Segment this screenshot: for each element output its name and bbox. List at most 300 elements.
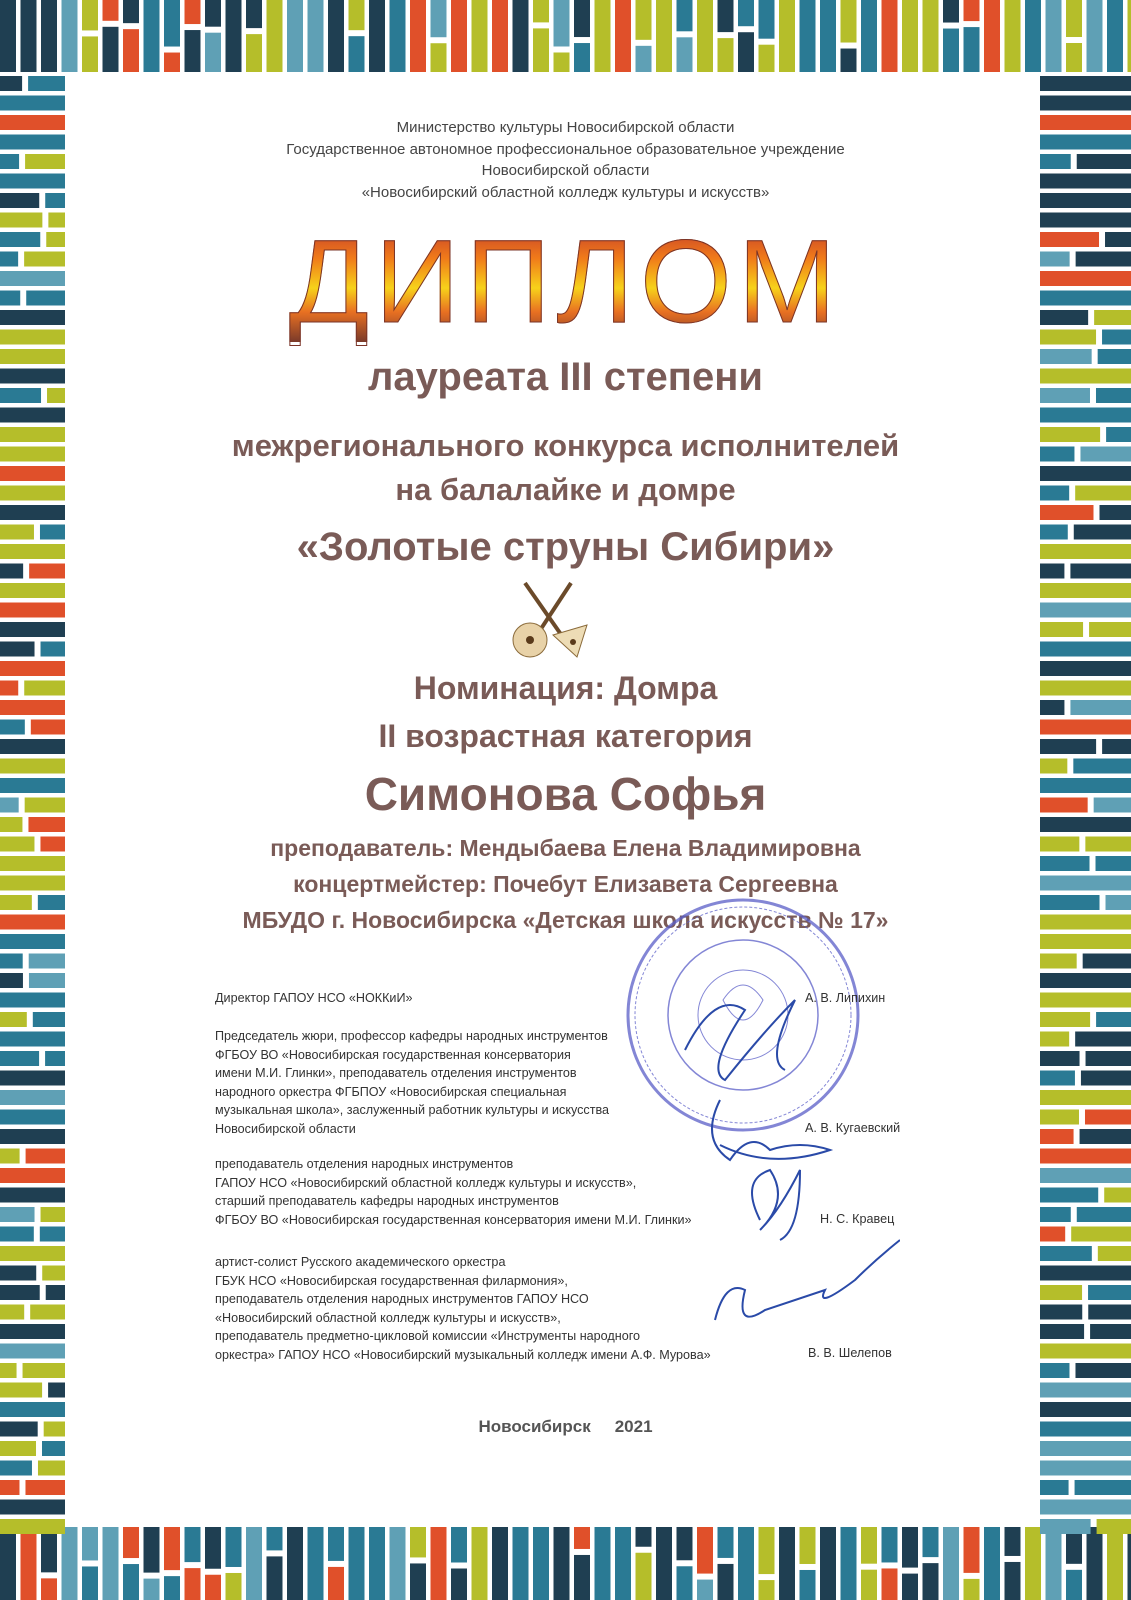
border-tile bbox=[1040, 1402, 1131, 1417]
border-tile bbox=[1107, 0, 1123, 72]
border-tile bbox=[841, 0, 857, 43]
border-tile bbox=[48, 1383, 65, 1398]
border-tile bbox=[123, 1564, 139, 1600]
border-tile bbox=[0, 1402, 65, 1417]
border-tile bbox=[0, 1188, 65, 1203]
border-tile bbox=[0, 973, 23, 988]
border-tile bbox=[267, 1527, 283, 1550]
signatory-name: А. В. Липихин bbox=[805, 991, 886, 1005]
border-tile bbox=[1077, 1207, 1131, 1222]
border-tile bbox=[0, 1071, 65, 1086]
border-tile bbox=[431, 0, 447, 37]
age-category: II возрастная категория bbox=[378, 718, 753, 754]
border-tile bbox=[1040, 1071, 1075, 1086]
border-tile bbox=[1040, 954, 1077, 969]
border-tile bbox=[964, 27, 980, 72]
border-tile bbox=[738, 32, 754, 72]
border-tile bbox=[574, 1555, 590, 1600]
border-tile bbox=[205, 1575, 221, 1600]
border-tile bbox=[390, 0, 406, 72]
border-tile bbox=[533, 1527, 549, 1600]
border-tile bbox=[0, 1149, 20, 1164]
border-tile bbox=[1089, 622, 1131, 637]
border-tile bbox=[82, 1566, 98, 1600]
border-tile bbox=[718, 1564, 734, 1600]
border-tile bbox=[23, 1363, 65, 1378]
border-tile bbox=[902, 0, 918, 72]
border-tile bbox=[1083, 954, 1131, 969]
border-tile bbox=[841, 1527, 857, 1600]
border-tile bbox=[246, 34, 262, 72]
signatory-title: ГАПОУ НСО «Новосибирский областной колледж культуры и искусств», bbox=[215, 1175, 637, 1190]
border-tile bbox=[615, 1527, 631, 1600]
border-tile bbox=[533, 0, 549, 22]
signatory-title: артист-солист Русского академического оркестра bbox=[215, 1255, 506, 1269]
border-tile bbox=[964, 1579, 980, 1600]
border-tile bbox=[1075, 1363, 1131, 1378]
issuer-header bbox=[0, 117, 1131, 203]
border-tile bbox=[82, 1527, 98, 1560]
border-tile bbox=[144, 0, 160, 72]
border-tile bbox=[33, 1012, 65, 1027]
border-tile bbox=[718, 38, 734, 72]
border-tile bbox=[1040, 934, 1131, 949]
border-tile bbox=[759, 1527, 775, 1574]
border-tile bbox=[1040, 973, 1131, 988]
border-tile bbox=[1040, 1207, 1071, 1222]
border-tile bbox=[923, 0, 939, 72]
border-tile bbox=[902, 1574, 918, 1600]
border-tile bbox=[0, 622, 65, 637]
border-tile bbox=[0, 76, 22, 91]
contest-name: «Золотые струны Сибири» bbox=[296, 525, 835, 569]
border-tile bbox=[882, 1568, 898, 1600]
border-tile bbox=[513, 0, 529, 72]
border-tile bbox=[861, 1570, 877, 1600]
border-tile bbox=[492, 0, 508, 72]
border-tile bbox=[0, 1383, 42, 1398]
border-tile bbox=[1040, 1480, 1069, 1495]
border-tile bbox=[62, 1527, 78, 1600]
signatory-title: преподаватель отделения народных инструментов bbox=[215, 1157, 514, 1171]
signatory-2 bbox=[215, 1027, 609, 1138]
border-tile bbox=[1040, 1032, 1069, 1047]
border-tile bbox=[636, 46, 652, 72]
border-tile bbox=[1040, 642, 1131, 657]
degree: лауреата III степени bbox=[368, 355, 763, 399]
signatory-title: ФГБОУ ВО «Новосибирская государственная консерватория имени М.И. Глинки» bbox=[215, 1212, 692, 1227]
border-tile bbox=[30, 1305, 65, 1320]
border-tile bbox=[0, 993, 65, 1008]
border-tile bbox=[267, 0, 283, 72]
border-tile bbox=[1040, 1305, 1082, 1320]
laureate-name: Симонова Софья bbox=[364, 768, 767, 820]
border-tile bbox=[759, 1580, 775, 1600]
border-tile bbox=[0, 1500, 65, 1515]
border-tile bbox=[1107, 1527, 1123, 1600]
border-tile bbox=[0, 408, 65, 423]
border-tile bbox=[349, 36, 365, 72]
signatory-name: Н. С. Кравец bbox=[820, 1212, 895, 1226]
balalaika-domra-icon bbox=[505, 575, 595, 665]
accompanist: концертмейстер: Почебут Елизавета Сергеевна bbox=[293, 871, 838, 897]
border-tile bbox=[1066, 43, 1082, 72]
border-tile bbox=[1040, 1129, 1074, 1144]
border-tile bbox=[46, 1285, 65, 1300]
border-tile bbox=[82, 36, 98, 72]
border-tile bbox=[0, 1090, 65, 1105]
border-tile bbox=[246, 1527, 262, 1600]
header-line: «Новосибирский областной колледж культуры и искусств» bbox=[361, 183, 770, 201]
border-tile bbox=[677, 37, 693, 72]
border-tile bbox=[41, 1578, 57, 1600]
signatory-title: «Новосибирский областной колледж культуры и искусств», bbox=[215, 1310, 561, 1325]
border-tile bbox=[472, 0, 488, 72]
border-tile bbox=[38, 1461, 65, 1476]
diploma-title: ДИПЛОМ bbox=[0, 222, 1131, 342]
border-tile bbox=[144, 1579, 160, 1600]
border-tile bbox=[1075, 1032, 1131, 1047]
border-tile bbox=[226, 1573, 242, 1600]
border-tile bbox=[0, 934, 65, 949]
border-tile bbox=[164, 0, 180, 47]
border-tile bbox=[185, 30, 201, 72]
border-tile bbox=[656, 1527, 672, 1600]
border-tile bbox=[1040, 1383, 1131, 1398]
border-tile bbox=[369, 1527, 385, 1600]
signatory-title: Новосибирской области bbox=[215, 1121, 356, 1136]
border-tile bbox=[0, 1461, 32, 1476]
border-tile bbox=[677, 1566, 693, 1600]
border-tile bbox=[1005, 1527, 1021, 1556]
border-tile bbox=[0, 603, 65, 618]
border-tile bbox=[451, 0, 467, 72]
border-tile bbox=[103, 0, 119, 21]
border-tile bbox=[697, 1527, 713, 1574]
signatory-name: А. В. Кугаевский bbox=[805, 1121, 901, 1135]
border-tile bbox=[410, 1527, 426, 1557]
border-tile bbox=[349, 0, 365, 30]
border-tile bbox=[0, 1246, 65, 1261]
border-tile bbox=[0, 1527, 16, 1600]
signatory-title: Директор ГАПОУ НСО «НОККиИ» bbox=[215, 991, 413, 1005]
border-tile bbox=[0, 642, 35, 657]
signatory-3 bbox=[215, 1155, 692, 1229]
border-tile bbox=[1025, 0, 1041, 72]
border-tile bbox=[185, 0, 201, 24]
border-tile bbox=[226, 1527, 242, 1567]
border-tile bbox=[287, 0, 303, 72]
school: МБУДО г. Новосибирска «Детская школа искусств № 17» bbox=[242, 907, 889, 933]
border-tile bbox=[308, 0, 324, 72]
border-tile bbox=[0, 1305, 24, 1320]
signatory-title: имени М.И. Глинки», преподаватель отделения инструментов bbox=[215, 1066, 577, 1080]
border-tile bbox=[267, 1556, 283, 1600]
border-tile bbox=[103, 1527, 119, 1600]
border-tile bbox=[902, 1527, 918, 1568]
signatory-title: ФГБОУ ВО «Новосибирская государственная консерватория bbox=[215, 1047, 571, 1062]
border-tile bbox=[25, 1480, 65, 1495]
border-tile bbox=[40, 1227, 65, 1242]
border-tile bbox=[185, 1527, 201, 1562]
border-tile bbox=[164, 1576, 180, 1600]
border-tile bbox=[861, 1527, 877, 1564]
border-tile bbox=[0, 1051, 39, 1066]
border-tile bbox=[800, 0, 816, 72]
border-tile bbox=[390, 1527, 406, 1600]
contest-line1: межрегионального конкурса исполнителей bbox=[231, 428, 900, 463]
border-tile bbox=[123, 29, 139, 72]
border-tile bbox=[21, 1527, 37, 1600]
border-tile bbox=[1097, 1519, 1131, 1534]
border-tile bbox=[29, 954, 65, 969]
border-tile bbox=[964, 0, 980, 21]
border-tile bbox=[1090, 1324, 1131, 1339]
border-tile bbox=[287, 1527, 303, 1600]
border-tile bbox=[492, 1527, 508, 1600]
border-tile bbox=[1087, 0, 1103, 72]
border-tile bbox=[144, 1527, 160, 1573]
border-tile bbox=[1040, 1266, 1131, 1281]
border-tile bbox=[0, 1344, 65, 1359]
border-tile bbox=[1098, 1246, 1131, 1261]
header-line: Министерство культуры Новосибирской области bbox=[396, 119, 735, 136]
border-tile bbox=[1040, 583, 1131, 598]
border-tile bbox=[697, 0, 713, 72]
border-tile bbox=[677, 1527, 693, 1560]
border-tile bbox=[1040, 1188, 1098, 1203]
border-tile bbox=[984, 1527, 1000, 1600]
border-tile bbox=[1096, 1012, 1131, 1027]
border-tile bbox=[21, 0, 37, 72]
border-tile bbox=[1071, 1227, 1131, 1242]
border-tile bbox=[472, 1527, 488, 1600]
border-tile bbox=[1040, 1500, 1131, 1515]
footer bbox=[0, 1417, 1131, 1437]
border-tile bbox=[0, 1519, 65, 1534]
border-tile bbox=[841, 49, 857, 72]
border-tile bbox=[41, 0, 57, 72]
border-tile bbox=[0, 96, 65, 111]
border-tile bbox=[308, 1527, 324, 1600]
border-tile bbox=[738, 0, 754, 26]
border-tile bbox=[1085, 1110, 1131, 1125]
border-tile bbox=[1040, 1324, 1084, 1339]
border-tile bbox=[1104, 1188, 1131, 1203]
border-tile bbox=[26, 1149, 65, 1164]
border-tile bbox=[29, 973, 65, 988]
border-tile bbox=[861, 0, 877, 72]
border-tile bbox=[554, 52, 570, 72]
border-tile bbox=[1040, 1012, 1090, 1027]
border-tile bbox=[1087, 1527, 1103, 1600]
footer-city: Новосибирск bbox=[478, 1417, 591, 1436]
border-tile bbox=[882, 0, 898, 72]
border-tile bbox=[1040, 408, 1131, 423]
border-tile bbox=[1040, 603, 1131, 618]
border-tile bbox=[718, 0, 734, 32]
border-tile bbox=[820, 1527, 836, 1600]
border-tile bbox=[0, 1227, 34, 1242]
border-tile bbox=[0, 1285, 40, 1300]
signatory-1 bbox=[215, 989, 413, 1008]
border-tile bbox=[0, 0, 16, 72]
border-tile bbox=[410, 1563, 426, 1600]
border-tile bbox=[820, 0, 836, 72]
border-tile bbox=[205, 1527, 221, 1569]
border-tile bbox=[1040, 76, 1131, 91]
border-tile bbox=[0, 954, 23, 969]
border-tile bbox=[0, 1129, 65, 1144]
teacher: преподаватель: Мендыбаева Елена Владимировна bbox=[270, 835, 861, 861]
border-tile bbox=[1040, 1227, 1065, 1242]
header-line: Государственное автономное профессиональное образовательное учреждение bbox=[286, 140, 845, 158]
border-tile bbox=[0, 583, 65, 598]
border-tile bbox=[1128, 1527, 1131, 1600]
border-tile bbox=[1040, 1149, 1131, 1164]
border-tile bbox=[1005, 0, 1021, 72]
border-tile bbox=[800, 1570, 816, 1600]
border-tile bbox=[1025, 1527, 1041, 1600]
contest-line2: на балалайке и домре bbox=[395, 472, 736, 507]
border-tile bbox=[636, 1553, 652, 1600]
handwritten-signatures bbox=[640, 960, 900, 1380]
border-tile bbox=[1040, 1168, 1131, 1183]
border-tile bbox=[62, 0, 78, 72]
border-tile bbox=[0, 1207, 35, 1222]
border-tile bbox=[615, 0, 631, 72]
signatory-title: музыкальная школа», заслуженный работник культуры и искусства bbox=[215, 1103, 610, 1117]
border-tile bbox=[943, 1527, 959, 1600]
signatory-title: Председатель жюри, профессор кафедры народных инструментов bbox=[215, 1029, 608, 1043]
border-tile bbox=[410, 0, 426, 72]
signatory-title: преподаватель отделения народных инструментов ГАПОУ НСО bbox=[215, 1292, 589, 1306]
signatory-title: ГБУК НСО «Новосибирская государственная филармония», bbox=[215, 1273, 568, 1288]
border-tile bbox=[431, 1527, 447, 1600]
border-tile bbox=[164, 1527, 180, 1570]
border-tile bbox=[779, 0, 795, 72]
border-tile bbox=[513, 1527, 529, 1600]
border-tile bbox=[226, 0, 242, 72]
border-tile bbox=[697, 1580, 713, 1600]
border-tile bbox=[0, 1324, 65, 1339]
border-tile bbox=[1040, 993, 1131, 1008]
border-tile bbox=[0, 1168, 65, 1183]
border-tile bbox=[42, 1441, 65, 1456]
border-tile bbox=[1040, 1110, 1079, 1125]
signatory-title: преподаватель предметно-цикловой комиссии «Инструменты народного bbox=[215, 1329, 641, 1343]
border-tile bbox=[1086, 1051, 1131, 1066]
border-tile bbox=[1040, 1285, 1082, 1300]
border-tile bbox=[1040, 96, 1131, 111]
border-tile bbox=[800, 1527, 816, 1564]
border-tile bbox=[943, 0, 959, 23]
border-tile bbox=[369, 0, 385, 72]
border-tile bbox=[554, 1527, 570, 1600]
nomination: Номинация: Домра bbox=[413, 670, 718, 706]
border-tile bbox=[1040, 1461, 1131, 1476]
border-tile bbox=[1040, 1344, 1131, 1359]
signatory-title: старший преподаватель кафедры народных инструментов bbox=[215, 1194, 559, 1208]
border-tile bbox=[82, 0, 98, 30]
border-tile bbox=[328, 1567, 344, 1600]
border-tile bbox=[349, 1527, 365, 1600]
border-tile bbox=[636, 1527, 652, 1547]
border-tile bbox=[1040, 1519, 1091, 1534]
border-tile bbox=[1080, 1129, 1131, 1144]
border-tile bbox=[1040, 1090, 1131, 1105]
border-tile bbox=[185, 1568, 201, 1600]
border-tile bbox=[554, 0, 570, 46]
border-tile bbox=[0, 1110, 65, 1125]
border-tile bbox=[1128, 0, 1131, 72]
border-tile bbox=[595, 0, 611, 72]
signatory-title: оркестра» ГАПОУ НСО «Новосибирский музыкальный колледж имени А.Ф. Мурова» bbox=[215, 1347, 711, 1362]
border-tile bbox=[984, 0, 1000, 72]
border-tile bbox=[451, 1527, 467, 1562]
border-tile bbox=[328, 1527, 344, 1561]
border-tile bbox=[718, 1527, 734, 1558]
border-tile bbox=[123, 0, 139, 23]
border-tile bbox=[574, 43, 590, 72]
border-tile bbox=[205, 33, 221, 72]
border-tile bbox=[41, 642, 65, 657]
border-tile bbox=[246, 0, 262, 28]
border-tile bbox=[0, 1032, 65, 1047]
border-tile bbox=[28, 76, 65, 91]
signatory-title: народного оркестра ФГБПОУ «Новосибирская специальная bbox=[215, 1084, 567, 1099]
signatory-4 bbox=[215, 1253, 711, 1364]
border-tile bbox=[1040, 1246, 1092, 1261]
border-tile bbox=[964, 1527, 980, 1573]
border-tile bbox=[431, 43, 447, 72]
border-tile bbox=[1088, 1285, 1131, 1300]
border-tile bbox=[42, 1266, 65, 1281]
border-tile bbox=[205, 0, 221, 27]
border-tile bbox=[45, 1051, 65, 1066]
border-tile bbox=[328, 0, 344, 72]
border-tile bbox=[0, 1441, 36, 1456]
border-tile bbox=[677, 0, 693, 31]
header-line: Новосибирской области bbox=[481, 162, 650, 179]
border-tile bbox=[533, 28, 549, 72]
border-tile bbox=[923, 1527, 939, 1557]
border-tile bbox=[1005, 1562, 1021, 1600]
border-tile bbox=[1040, 1051, 1080, 1066]
border-tile bbox=[0, 1480, 19, 1495]
border-tile bbox=[123, 1527, 139, 1558]
border-tile bbox=[1040, 622, 1083, 637]
border-tile bbox=[451, 1568, 467, 1600]
border-tile bbox=[1046, 1527, 1062, 1600]
border-tile bbox=[574, 1527, 590, 1549]
border-tile bbox=[923, 1563, 939, 1600]
border-tile bbox=[103, 27, 119, 72]
border-tile bbox=[1081, 1071, 1131, 1086]
border-tile bbox=[1046, 0, 1062, 72]
border-tile bbox=[0, 1012, 27, 1027]
border-tile bbox=[1088, 1305, 1131, 1320]
footer-year: 2021 bbox=[614, 1417, 653, 1436]
border-tile bbox=[574, 0, 590, 37]
border-tile bbox=[738, 1527, 754, 1600]
border-tile bbox=[636, 0, 652, 40]
signatory-name: В. В. Шелепов bbox=[808, 1346, 892, 1360]
border-tile bbox=[1040, 1363, 1069, 1378]
border-tile bbox=[0, 1363, 17, 1378]
border-tile bbox=[1066, 0, 1082, 37]
border-tile bbox=[1075, 1480, 1131, 1495]
